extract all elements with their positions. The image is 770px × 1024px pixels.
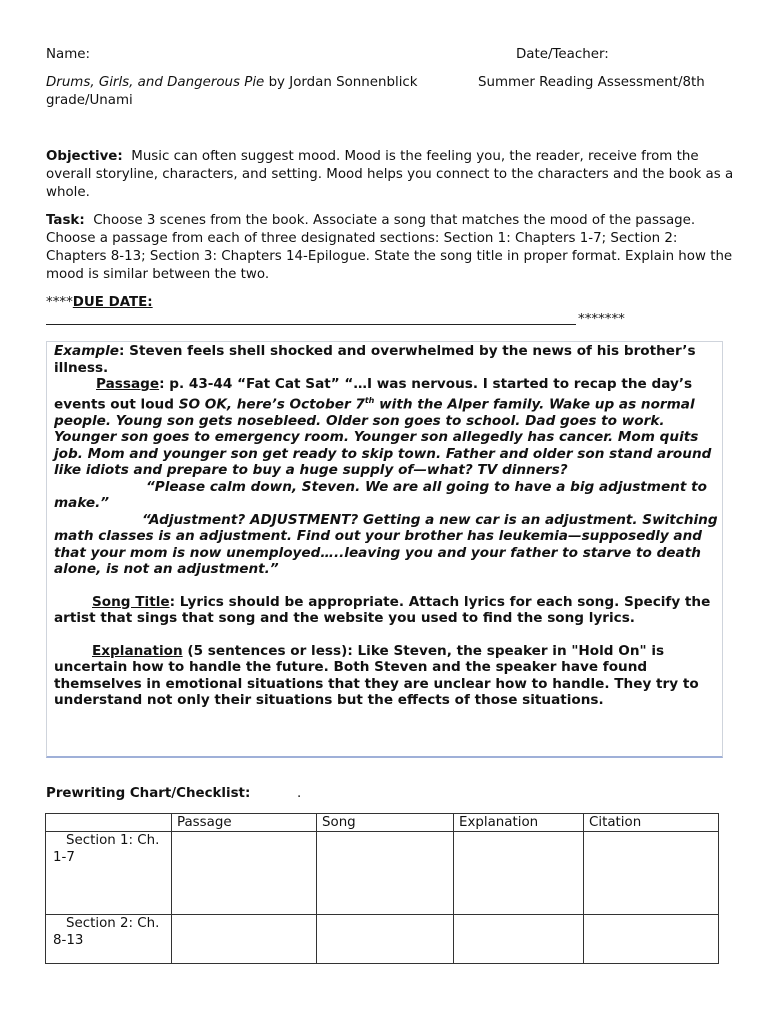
example-intro: Example: Steven feels shell shocked and overwhelmed by the news of his brother’s illness. (54, 343, 696, 376)
due-date-line (46, 294, 153, 312)
section-2-passage-cell[interactable] (172, 915, 317, 964)
section-2-explanation-cell[interactable] (454, 915, 584, 964)
prewriting-dot: . (297, 786, 302, 801)
example-quote-2: “Please calm down, Steven. We are all going to have a big adjustment to make.” (54, 478, 707, 512)
objective-text: Music can often suggest mood. Mood is the feeling you, the reader, receive from the overall storyline, characters, and setting. Mood helps you connect to the characters and the book as a whole. (46, 149, 734, 200)
section-1-label: Section 1: Ch. 1-7 (46, 832, 172, 915)
book-line (46, 74, 418, 92)
example-song: Song Title: Lyrics should be appropriate. Attach lyrics for each song. Specify the artist that sings that song and the website you used to find the song lyrics. (54, 593, 711, 627)
task-text: Choose 3 scenes from the book. Associate a song that matches the mood of the passage. Choose a passage from each of three designated sections: Section 1: Chapters 1-7; Section 2: Chapters 8-13; Section 3: Chapters 14-Epilogue. State the song title in proper format. Explain how the mood is similar between the two. (46, 213, 733, 282)
example-explanation: Explanation (5 sentences or less): Like Steven, the speaker in "Hold On" is uncertain how to handle the future. Both Steven and the speaker have found themselves in emotional situations that they are unclear how to handle. They try to understand not only their situations but the effects of those situations. (54, 642, 699, 709)
objective-paragraph (46, 148, 736, 202)
book-title: Drums, Girls, and Dangerous Pie (46, 75, 265, 90)
assessment-line-1: Summer Reading Assessment/8th (478, 75, 705, 90)
chart-header-blank (46, 814, 172, 832)
due-date-suffix: ******* (578, 312, 625, 327)
example-label: Example (54, 343, 120, 359)
due-date-prefix: **** (46, 295, 73, 310)
objective-label: Objective: (46, 149, 123, 164)
date-teacher-label: Date/Teacher: (516, 47, 609, 62)
chart-header-explanation: Explanation (454, 814, 584, 832)
due-date-label: DUE DATE: (72, 295, 153, 310)
song-title-label: Song Title (92, 593, 170, 610)
section-2-song-cell[interactable] (317, 915, 454, 964)
explanation-label: Explanation (92, 642, 183, 659)
section-1-citation-cell[interactable] (584, 832, 719, 915)
example-passage: Passage: p. 43-44 “Fat Cat Sat” “…I was nervous. I started to recap the day’s events out loud SO OK, here’s October 7th with the Alper family. Wake up as normal people. Young son gets nosebleed. Older son goes to school. Dad goes to work. Younger son goes to emergency room. Younger son allegedly has cancer. Mom quits job. Mom and younger son get ready to skip town. Father and older son stand around like idiots and prepare to buy a huge supply of—what? TV dinners? (54, 376, 712, 479)
example-quote-3: “Adjustment? ADJUSTMENT? Getting a new car is an adjustment. Switching math classes is an adjustment. Find out your brother has leukemia—supposedly and that your mom is now unemployed…..leaving you and your father to starve to death alone, is not an adjustment.” (54, 511, 718, 578)
example-box (46, 341, 723, 758)
chart-header-passage: Passage (172, 814, 317, 832)
section-2-citation-cell[interactable] (584, 915, 719, 964)
passage-label: Passage (96, 376, 160, 392)
chart-header-song: Song (317, 814, 454, 832)
section-1-song-cell[interactable] (317, 832, 454, 915)
due-date-rule (46, 324, 576, 325)
section-1-passage-cell[interactable] (172, 832, 317, 915)
name-label: Name: (46, 47, 91, 62)
assessment-line-2: grade/Unami (46, 93, 133, 108)
section-2-label: Section 2: Ch. 8-13 (46, 915, 172, 964)
chart-header-row (46, 814, 719, 832)
chart-header-citation: Citation (584, 814, 719, 832)
section-1-explanation-cell[interactable] (454, 832, 584, 915)
table-row (46, 915, 719, 964)
task-paragraph (46, 212, 736, 284)
prewriting-title: Prewriting Chart/Checklist: (46, 786, 251, 801)
table-row (46, 832, 719, 915)
prewriting-chart (45, 813, 719, 964)
book-author: by Jordan Sonnenblick (268, 75, 418, 90)
task-label: Task: (46, 213, 85, 228)
